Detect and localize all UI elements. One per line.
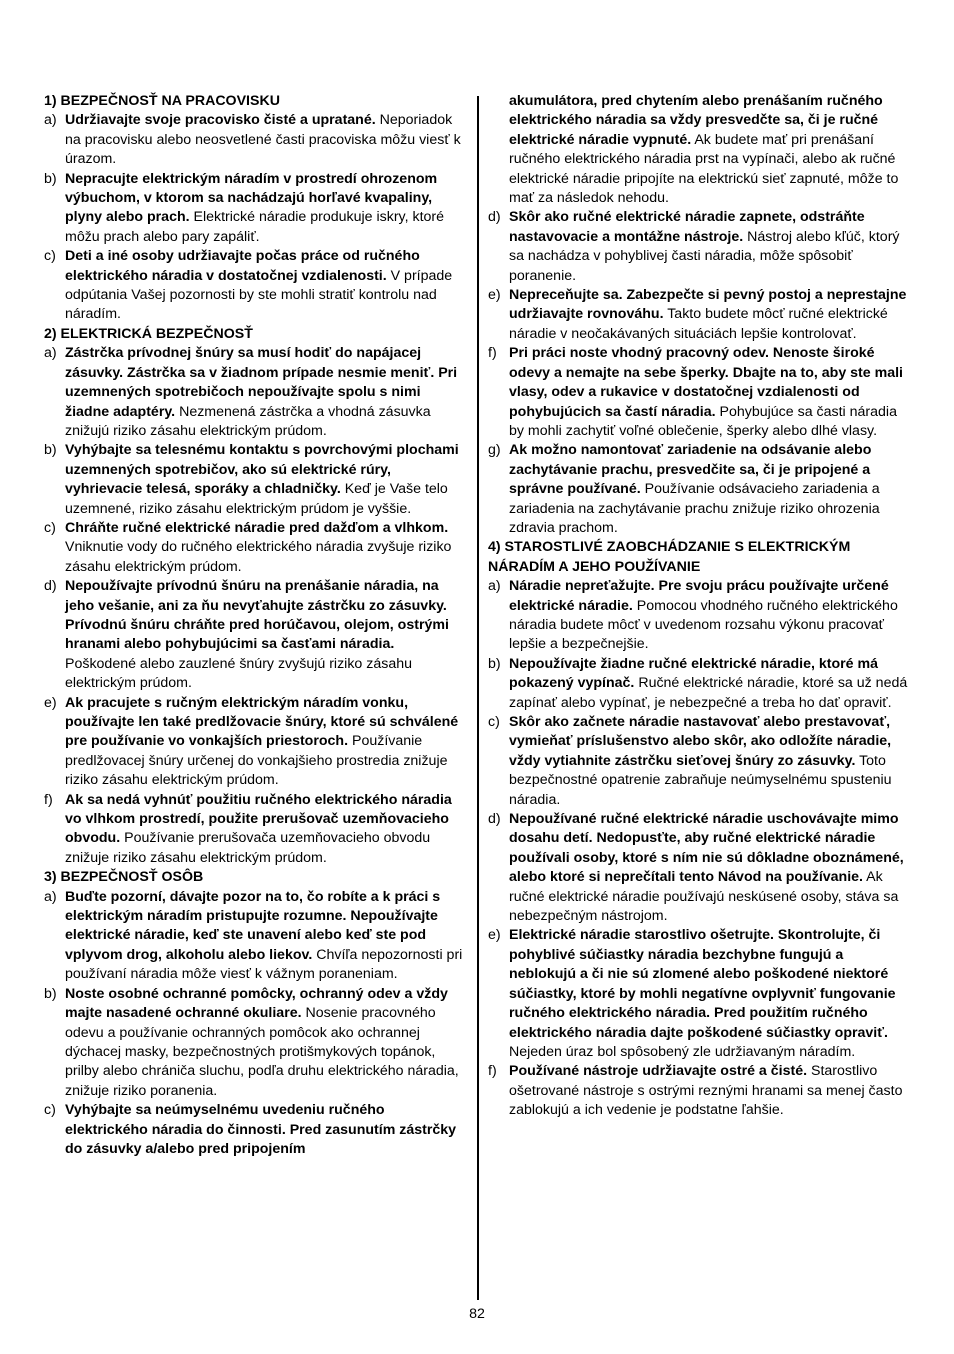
- item-explanation: Používanie prerušovača uzemňovacieho obvodu znižuje riziko zásahu elektrickým prúdom.: [65, 830, 431, 866]
- item-label: b): [488, 655, 501, 672]
- item-explanation: Vniknutie vody do ručného elektrického náradia zvyšuje riziko zásahu elektrickým prúdom.: [65, 539, 452, 575]
- item-instruction: Udržiavajte svoje pracovisko čisté a upratané.: [65, 112, 376, 129]
- list-item: [44, 344, 466, 441]
- list-item: [488, 208, 912, 286]
- item-instruction: Elektrické náradie starostlivo ošetrujte. Skontrolujte, či pohyblivé súčiastky náradia bezchybne fungujú a neblokujú a či nie sú zlomené alebo poškodené niektoré súčiastky, ktoré by mohli negatívne ovplyvniť fungovanie ručného elektrického náradia. Pred použitím ručného elektrického náradia dajte poškodené súčiastky opraviť.: [509, 927, 896, 1041]
- list-item: [44, 888, 466, 985]
- list-item: [44, 985, 466, 1101]
- item-instruction: Noste osobné ochranné pomôcky, ochranný odev a vždy majte nasadené ochranné okuliare.: [65, 985, 448, 1022]
- right-column: [488, 92, 912, 1121]
- item-label: a): [488, 578, 501, 595]
- item-label: d): [488, 811, 501, 828]
- item-explanation: Ručné elektrické náradie, ktoré sa už nedá zapínať alebo vypínať, je nebezpečné a treba ho dať opraviť.: [509, 675, 908, 711]
- item-explanation: Starostlivo ošetrované nástroje s ostrými reznými hranami sa menej často zablokujú a ich vedenie je podstatne ľahšie.: [509, 1063, 903, 1119]
- item-label: c): [44, 1102, 56, 1119]
- item-explanation: Používanie odsávacieho zariadenia a zariadenia na zachytávanie prachu znižuje riziko ohrozenia zdravia prachom.: [509, 481, 880, 536]
- item-label: c): [44, 519, 56, 536]
- section-heading: 4) STAROSTLIVÉ ZAOBCHÁDZANIE S ELEKTRICKÝM NÁRADÍM A JEHO POUŽÍVANIE: [488, 539, 851, 575]
- item-instruction: akumulátora, pred chytením alebo prenášaním ručného elektrického náradia sa vždy presvedčte sa, či je ručné elektrické náradie vypnuté.: [509, 93, 883, 148]
- item-instruction: Používané nástroje udržiavajte ostré a čisté.: [509, 1063, 808, 1080]
- item-label: c): [44, 248, 56, 265]
- list-item: [488, 810, 912, 926]
- item-instruction: Ak pracujete s ručným elektrickým náradím vonku, používajte len také predlžovacie šnúry, ktoré sú schválené pre používanie vo vonkajších priestoroch.: [65, 694, 459, 750]
- list-item: [488, 926, 912, 1062]
- item-instruction: Vyhýbajte sa telesnému kontaktu s povrchovými plochami uzemnených spotrebičov, ako sú elektrické rúry, vyhrievacie telesá, sporáky a chladničky.: [65, 442, 459, 498]
- list-item: [488, 1062, 912, 1120]
- item-instruction: Skôr ako začnete náradie nastavovať alebo prestavovať, vymieňať príslušenstvo alebo skôr, ako odložíte náradie, vždy vytiahnite zástrčku sieťovej šnúry zo zásuvky.: [509, 714, 892, 769]
- item-instruction: Náradie nepreťažujte. Pre svoju prácu používajte určené elektrické náradie.: [509, 578, 889, 614]
- item-instruction: Ak možno namontovať zariadenie na odsávanie alebo zachytávanie prachu, presvedčite sa, či je pripojené a správne používané.: [509, 442, 872, 498]
- item-explanation: Poškodené alebo zauzlené šnúry zvyšujú riziko zásahu elektrickým prúdom.: [65, 655, 413, 692]
- item-label: a): [44, 345, 57, 362]
- item-instruction: Nepreceňujte sa. Zabezpečte si pevný postoj a neprestajne udržiavajte rovnováhu.: [509, 287, 907, 323]
- item-explanation: Toto bezpečnostné opatrenie zabraňuje neúmyselnému spusteniu náradia.: [509, 752, 892, 808]
- item-label: b): [44, 985, 57, 1002]
- item-explanation: Chvíľa nepozornosti pri používaní náradia môže viesť k vážnym poraneniam.: [65, 946, 463, 983]
- item-explanation: Pohybujúce sa časti náradia by mohli zachytiť voľné oblečenie, šperky alebo dlhé vlasy.: [509, 403, 897, 439]
- item-explanation: Neporiadok na pracovisku alebo neosvetlené časti pracoviska môžu viesť k úrazom.: [65, 112, 461, 168]
- list-item: [44, 441, 466, 519]
- item-explanation: Nejeden úraz bol spôsobený zle udržiavaným náradím.: [509, 1043, 856, 1060]
- item-explanation: Keď je Vaše telo uzemnené, riziko zásahu elektrickým prúdom je vyššie.: [65, 481, 448, 517]
- item-explanation: Používanie predlžovacej šnúry určenej do vonkajšieho prostredia znižuje riziko zásahu elektrickým prúdom.: [65, 733, 448, 789]
- item-instruction: Chráňte ručné elektrické náradie pred dažďom a vlhkom.: [65, 519, 449, 536]
- list-item: [44, 694, 466, 791]
- item-label: c): [488, 714, 500, 730]
- list-item: [488, 441, 912, 538]
- item-explanation: Elektrické náradie produkuje iskry, ktoré môžu prach alebo pary zapáliť.: [65, 209, 445, 245]
- item-instruction: Deti a iné osoby udržiavajte počas práce od ručného elektrického náradia v dostatočnej vzdialenosti.: [65, 248, 420, 284]
- item-label: f): [44, 791, 53, 808]
- item-label: e): [488, 927, 501, 944]
- item-instruction: Buďte pozorní, dávajte pozor na to, čo robíte a k práci s elektrickým náradím pristupujte rozumne. Nepoužívajte elektrické náradie, keď ste unavení alebo keď ste pod vplyvom drog, alkoholu alebo liekov.: [65, 888, 441, 963]
- list-item: [44, 577, 466, 693]
- item-label: e): [44, 694, 57, 711]
- item-label: d): [488, 209, 501, 226]
- item-explanation: Nezmenená zástrčka a vhodná zásuvka znižujú riziko zásahu elektrickým prúdom.: [65, 403, 431, 439]
- item-label: d): [44, 578, 57, 595]
- item-instruction: Nepoužívajte prívodnú šnúru na prenášanie náradia, na jeho vešanie, ani za ňu nevyťahujte zástrčku zo zásuvky. Prívodnú šnúru chráňte pred horúčavou, olejom, ostrými hranami alebo pohybujúcimi sa časťami náradia.: [65, 578, 449, 653]
- item-explanation: Pomocou vhodného ručného elektrického náradia budete môcť v uvedenom rozsahu výkonu pracovať lepšie a bezpečnejšie.: [509, 597, 898, 653]
- item-label: a): [44, 888, 57, 905]
- section-heading: 1) BEZPEČNOSŤ NA PRACOVISKU: [44, 93, 280, 109]
- list-item: [488, 655, 912, 713]
- item-instruction: Ak sa nedá vyhnúť použitiu ručného elektrického náradia vo vlhkom prostredí, použite prerušovač uzemňovacieho obvodu.: [65, 791, 452, 847]
- item-instruction: Zástrčka prívodnej šnúry sa musí hodiť do napájacej zásuvky. Zástrčka sa v žiadnom prípade nesmie meniť. Pri uzemnených spotrebičoch nepoužívajte spolu s nimi žiadne adaptéry.: [65, 345, 458, 420]
- page-number: 82: [469, 1306, 485, 1322]
- list-item: [488, 344, 912, 441]
- section-heading: 3) BEZPEČNOSŤ OSÔB: [44, 869, 204, 886]
- item-instruction: Nepoužívané ručné elektrické náradie uschovávajte mimo dosahu detí. Nedopusťte, aby ručné elektrické náradie používali osoby, ktoré s ním nie sú dôkladne oboznámené, alebo ktoré si neprečítali tento Návod na používanie.: [509, 811, 904, 886]
- left-column: [44, 92, 466, 1159]
- list-item: [44, 170, 466, 248]
- column-divider: [477, 96, 479, 1300]
- item-instruction: Vyhýbajte sa neúmyselnému uvedeniu ručného elektrického náradia do činnosti. Pred zasunutím zástrčky do zásuvky a/alebo pred pripojením: [65, 1102, 457, 1157]
- list-item: [44, 791, 466, 869]
- item-label: e): [488, 287, 501, 304]
- list-item: [488, 577, 912, 655]
- item-label: b): [44, 442, 57, 459]
- list-item: [488, 713, 912, 810]
- item-explanation: Ak ručné elektrické náradie používajú neskúsené osoby, stáva sa nebezpečným nástrojom.: [509, 869, 899, 925]
- item-explanation: Nástroj alebo kľúč, ktorý sa nachádza v pohyblivej časti náradia, môže spôsobiť poranenie.: [509, 228, 900, 284]
- item-instruction: Nepracujte elektrickým náradím v prostredí ohrozenom výbuchom, v ktorom sa nachádzajú horľavé kvapaliny, plyny alebo prach.: [65, 170, 438, 226]
- list-item: [44, 111, 466, 169]
- list-item: [44, 1101, 466, 1159]
- item-label: a): [44, 112, 57, 129]
- list-item: [44, 519, 466, 577]
- item-label: f): [488, 345, 497, 362]
- item-label: b): [44, 170, 57, 187]
- section-heading: 2) ELEKTRICKÁ BEZPEČNOSŤ: [44, 325, 253, 342]
- item-explanation: Takto budete môcť ručné elektrické náradie v neočakávaných situáciách lepšie kontrolovať.: [509, 306, 888, 342]
- item-label: f): [488, 1063, 497, 1080]
- list-item-continued: [488, 92, 912, 208]
- item-instruction: Nepoužívajte žiadne ručné elektrické náradie, ktoré má pokazený vypínač.: [509, 655, 879, 692]
- item-explanation: Ak budete mať pri prenášaní ručného elektrického náradia prst na vypínači, alebo ak ručné elektrické náradie pripojíte na elektrickú sieť zapnuté, môže to mať za následok nehodu.: [509, 131, 899, 207]
- list-item: [44, 247, 466, 325]
- item-instruction: Pri práci noste vhodný pracovný odev. Nenoste široké odevy a nemajte na sebe šperky. Dbajte na to, aby ste mali vlasy, odev a rukavice v dostatočnej vzdialenosti od pohybujúcich sa častí náradia.: [509, 345, 903, 420]
- item-label: g): [488, 442, 501, 459]
- item-instruction: Skôr ako ručné elektrické náradie zapnete, odstráňte nastavovacie a montážne nástroje.: [509, 209, 865, 245]
- list-item: [488, 286, 912, 344]
- item-explanation: Nosenie pracovného odevu a používanie ochranných pomôcok ako ochrannej dýchacej masky, bezpečnostných protišmykových topánok, prilby alebo chrániča sluchu, podľa druhu elektrického náradia, znižuje riziko poranenia.: [65, 1005, 459, 1099]
- item-explanation: V prípade odpútania Vašej pozornosti by ste mohli stratiť kontrolu nad náradím.: [65, 267, 453, 323]
